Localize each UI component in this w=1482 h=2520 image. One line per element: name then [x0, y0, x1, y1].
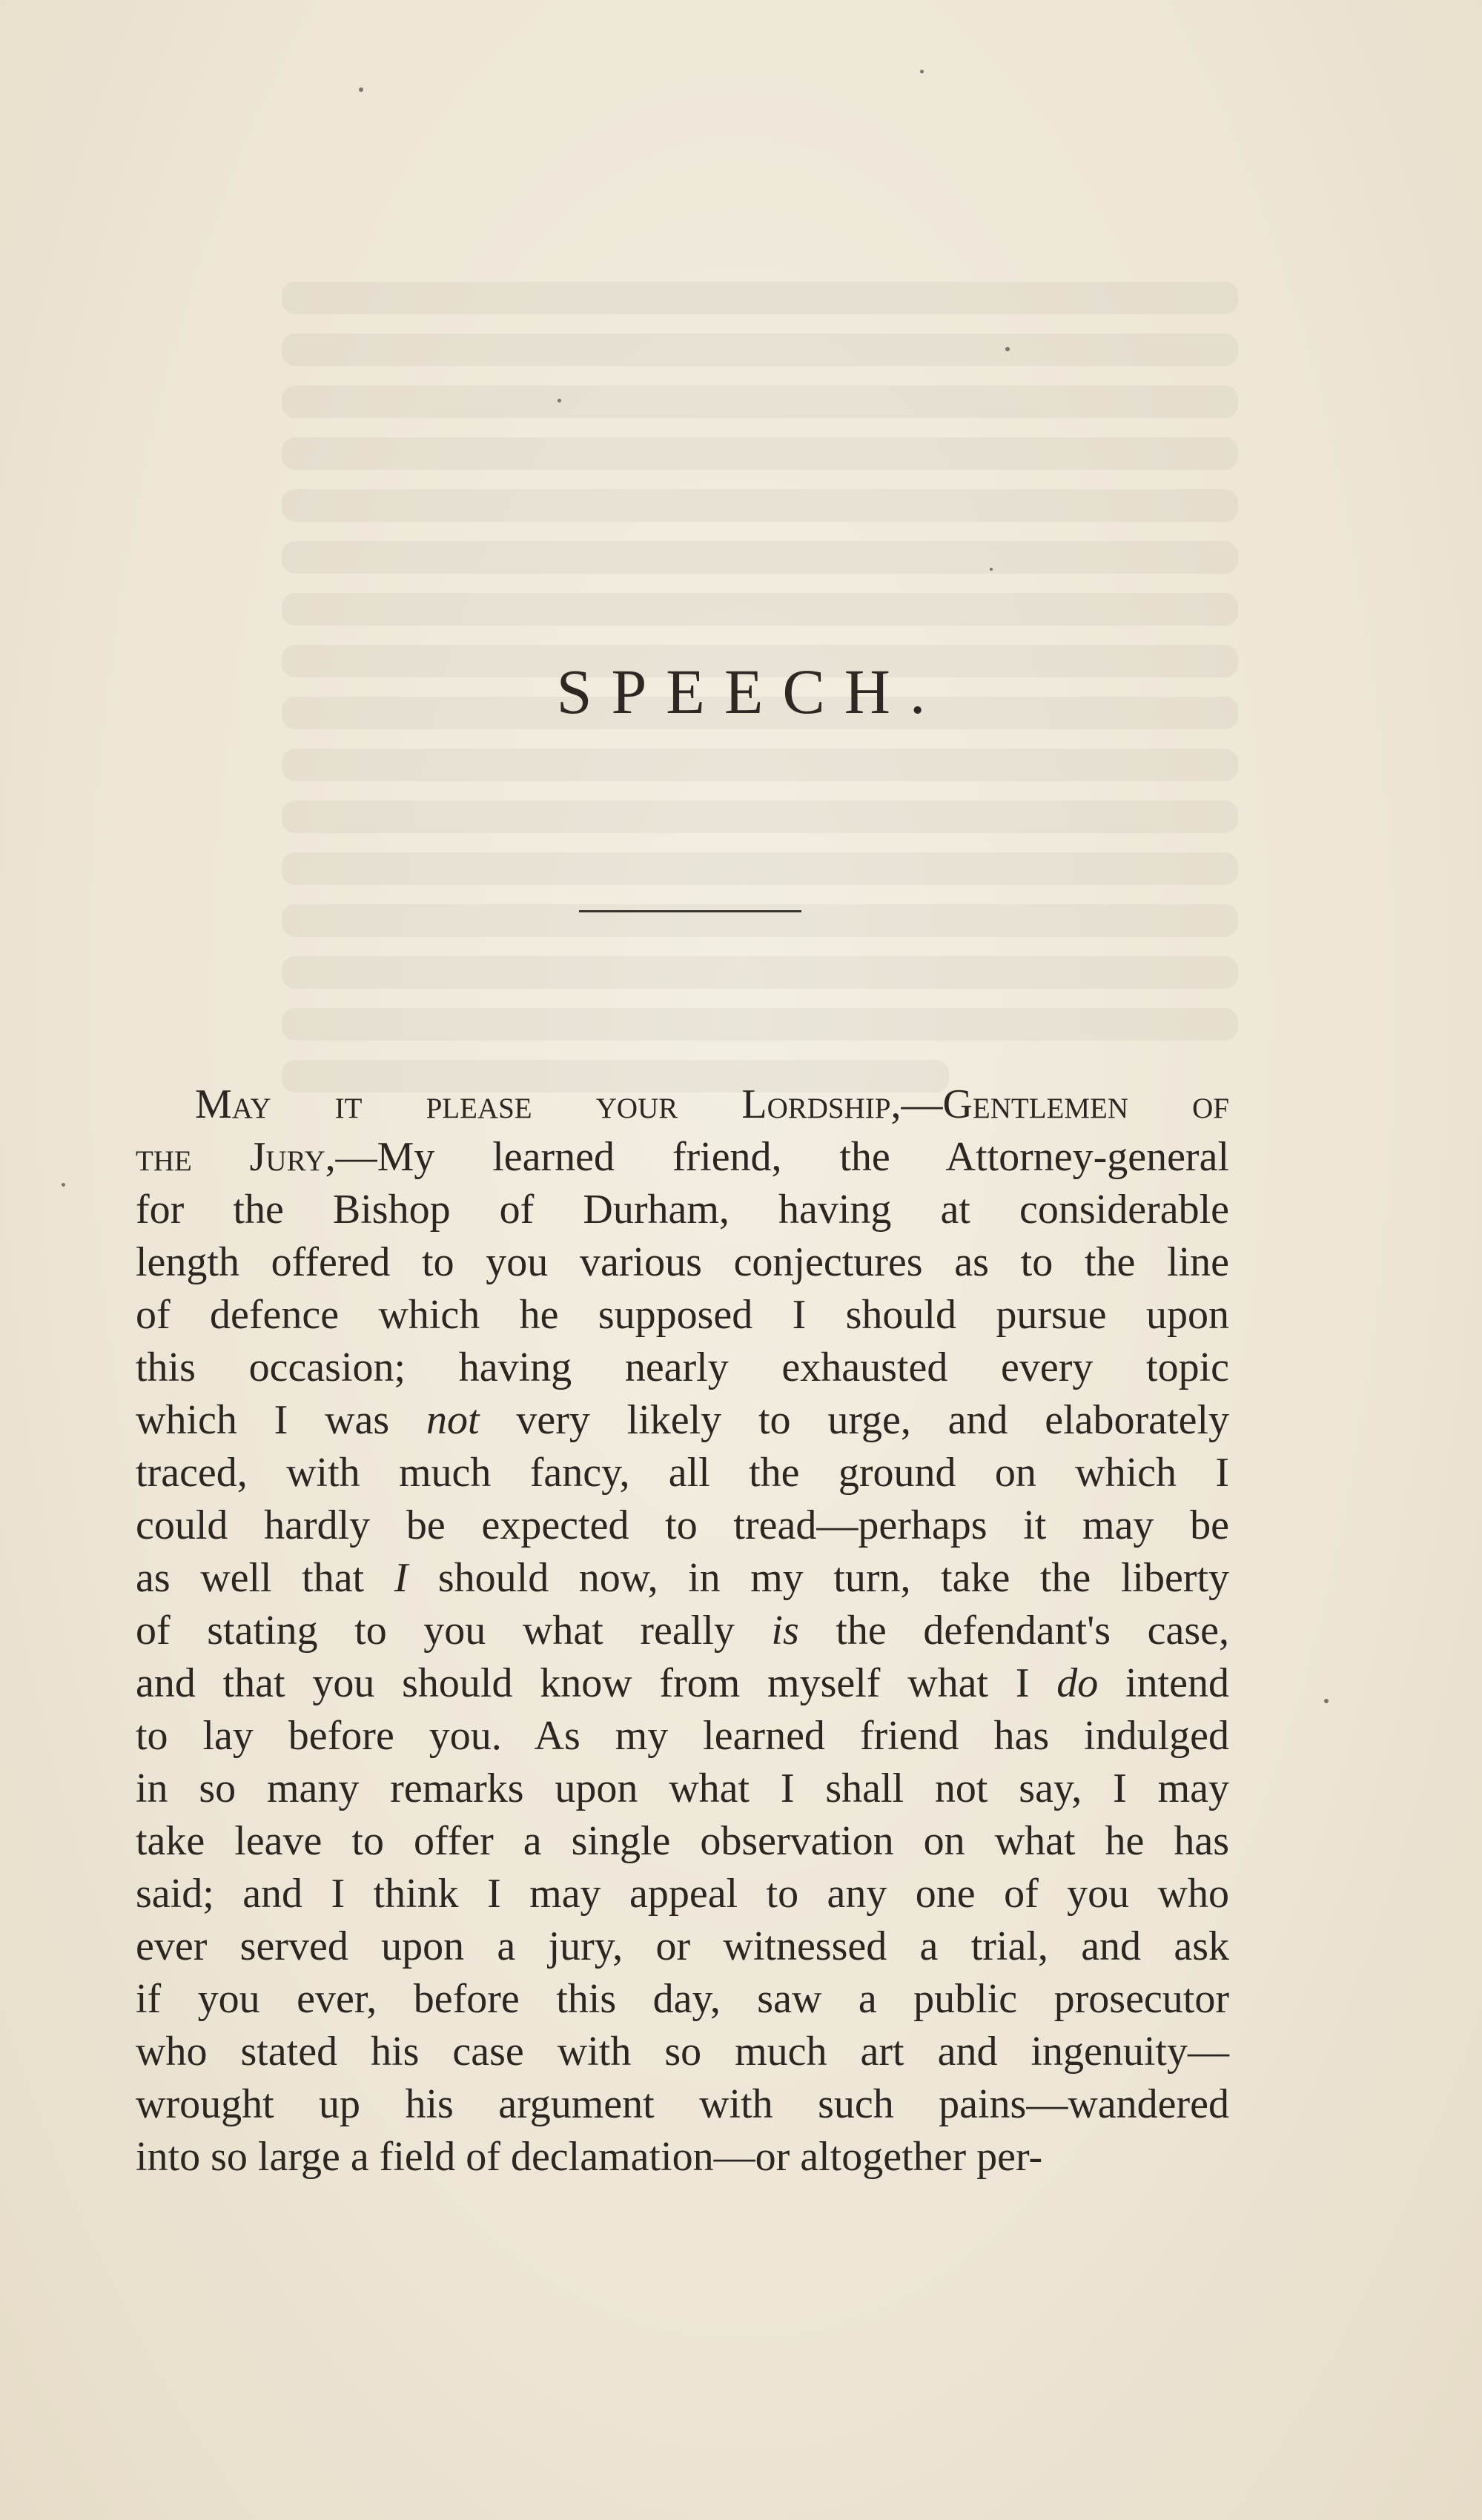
text-line: who stated his case with so much art and ingenuity—: [136, 2029, 1229, 2075]
paper-speck: [359, 87, 363, 92]
title-divider: [579, 910, 801, 912]
text-line: of stating to you what really is the defendant's case,: [136, 1608, 1229, 1654]
text-line: which I was not very likely to urge, and elaborately: [136, 1397, 1230, 1443]
text-line: said; and I think I may appeal to any one of you who: [136, 1871, 1229, 1917]
text-line: ever served upon a jury, or witnessed a trial, and ask: [136, 1923, 1229, 1969]
text-line: length offered to you various conjectures as to the line: [136, 1239, 1229, 1285]
text-line: of defence which he supposed I should pursue upon: [136, 1292, 1229, 1338]
text-line: May it please your Lordship,—Gentlemen of: [195, 1081, 1229, 1127]
paper-speck: [990, 568, 993, 571]
text-line: in so many remarks upon what I shall not say, I may: [136, 1765, 1229, 1811]
text-line: into so large a field of declamation—or altogether per-: [136, 2134, 1043, 2180]
page-title: SPEECH.: [556, 656, 945, 727]
text-line: if you ever, before this day, saw a public prosecutor: [136, 1976, 1229, 2022]
paper-speck: [1324, 1699, 1329, 1703]
speech-body-text: [136, 1078, 1229, 2184]
text-line: to lay before you. As my learned friend has indulged: [136, 1713, 1229, 1759]
text-line: and that you should know from myself what I do intend: [136, 1660, 1229, 1706]
text-line: as well that I should now, in my turn, take the liberty: [136, 1555, 1230, 1601]
text-line: for the Bishop of Durham, having at considerable: [136, 1187, 1229, 1233]
text-line: this occasion; having nearly exhausted every topic: [136, 1344, 1229, 1390]
text-line: wrought up his argument with such pains—wandered: [136, 2081, 1229, 2127]
paper-speck: [558, 399, 561, 402]
text-line: could hardly be expected to tread—perhaps it may be: [136, 1502, 1229, 1548]
text-line: traced, with much fancy, all the ground on which I: [136, 1450, 1229, 1496]
paper-speck: [920, 70, 924, 73]
paper-speck: [1005, 347, 1010, 351]
text-line: take leave to offer a single observation on what he has: [136, 1818, 1229, 1864]
text-line: the Jury,—My learned friend, the Attorney-general: [136, 1134, 1229, 1180]
paper-speck: [62, 1183, 65, 1187]
